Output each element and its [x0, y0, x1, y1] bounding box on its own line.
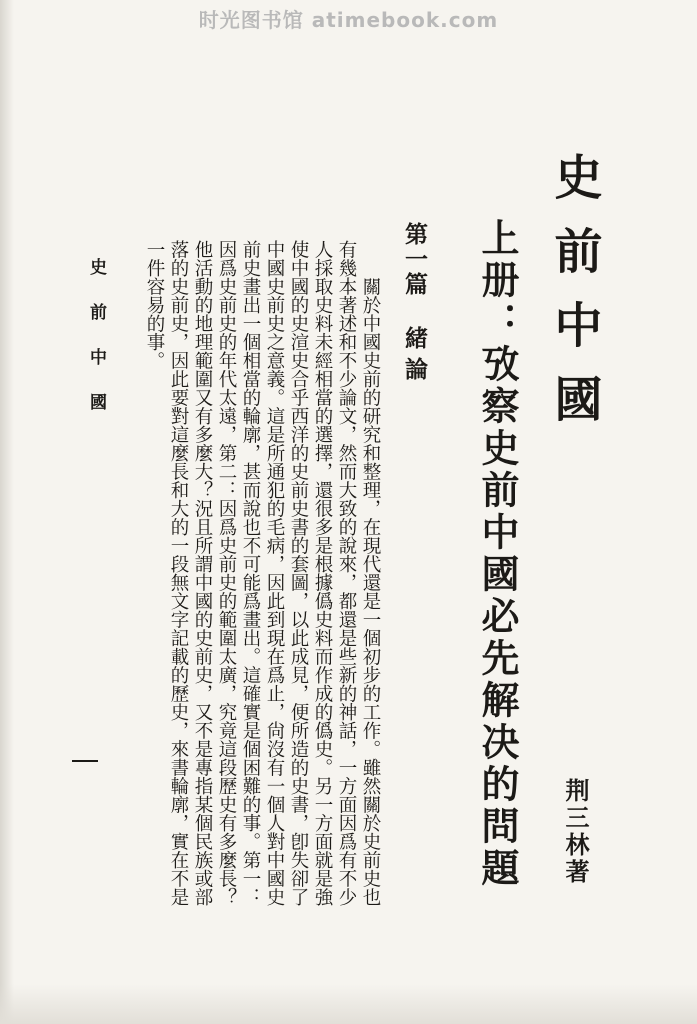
watermark: 时光图书馆 atimebook.com: [198, 8, 499, 32]
volume-subtitle: 上册：攷察史前中國必先解决的問題: [475, 218, 520, 890]
page-edge-shadow: [0, 0, 14, 1024]
body-text: [120, 240, 382, 920]
author-credit: 荆三林著: [561, 778, 590, 886]
page-number-text: [72, 748, 73, 749]
book-title: 史前中國: [546, 152, 602, 448]
running-head: 史前中國: [86, 258, 106, 438]
page-number: [72, 760, 98, 762]
chapter-title: 緒論: [401, 326, 428, 388]
body-paragraph: 關於中國史前的研究和整理，在現代還是一個初步的工作。雖然關於史前史也有幾本著述和不少論文，然而大致的說來，都還是些新的神話，一方面因爲有不少人採取史料未經相當的選擇，還很多是根據僞史料而作成的僞史。另一方面就是強使中國的史渲史合乎西洋的史前史書的套圖，以此成見，便所造的史書，卽失卻了中國史前史之意義。這是所通犯的毛病，因此到現在爲止，尙沒有一個人對中國史前史畫出一個相當的輪廓，甚而說也不可能爲畫出。這確實是個困難的事。第一：因爲史前史的年代太遠，第二：因爲史前史的範圍太廣，究竟這段歷史有多麼長？他活動的地理範圍又有多麼大？況且所謂中國的史前史，又不是專指某個民族或部落的史前史，因此要對這麼長和大的一段無文字記載的歷史，來書輪廓，實在不是一件容易的事。: [144, 240, 381, 906]
chapter-label: 第一篇: [401, 222, 428, 297]
page-bottom-shadow: [0, 984, 697, 1024]
